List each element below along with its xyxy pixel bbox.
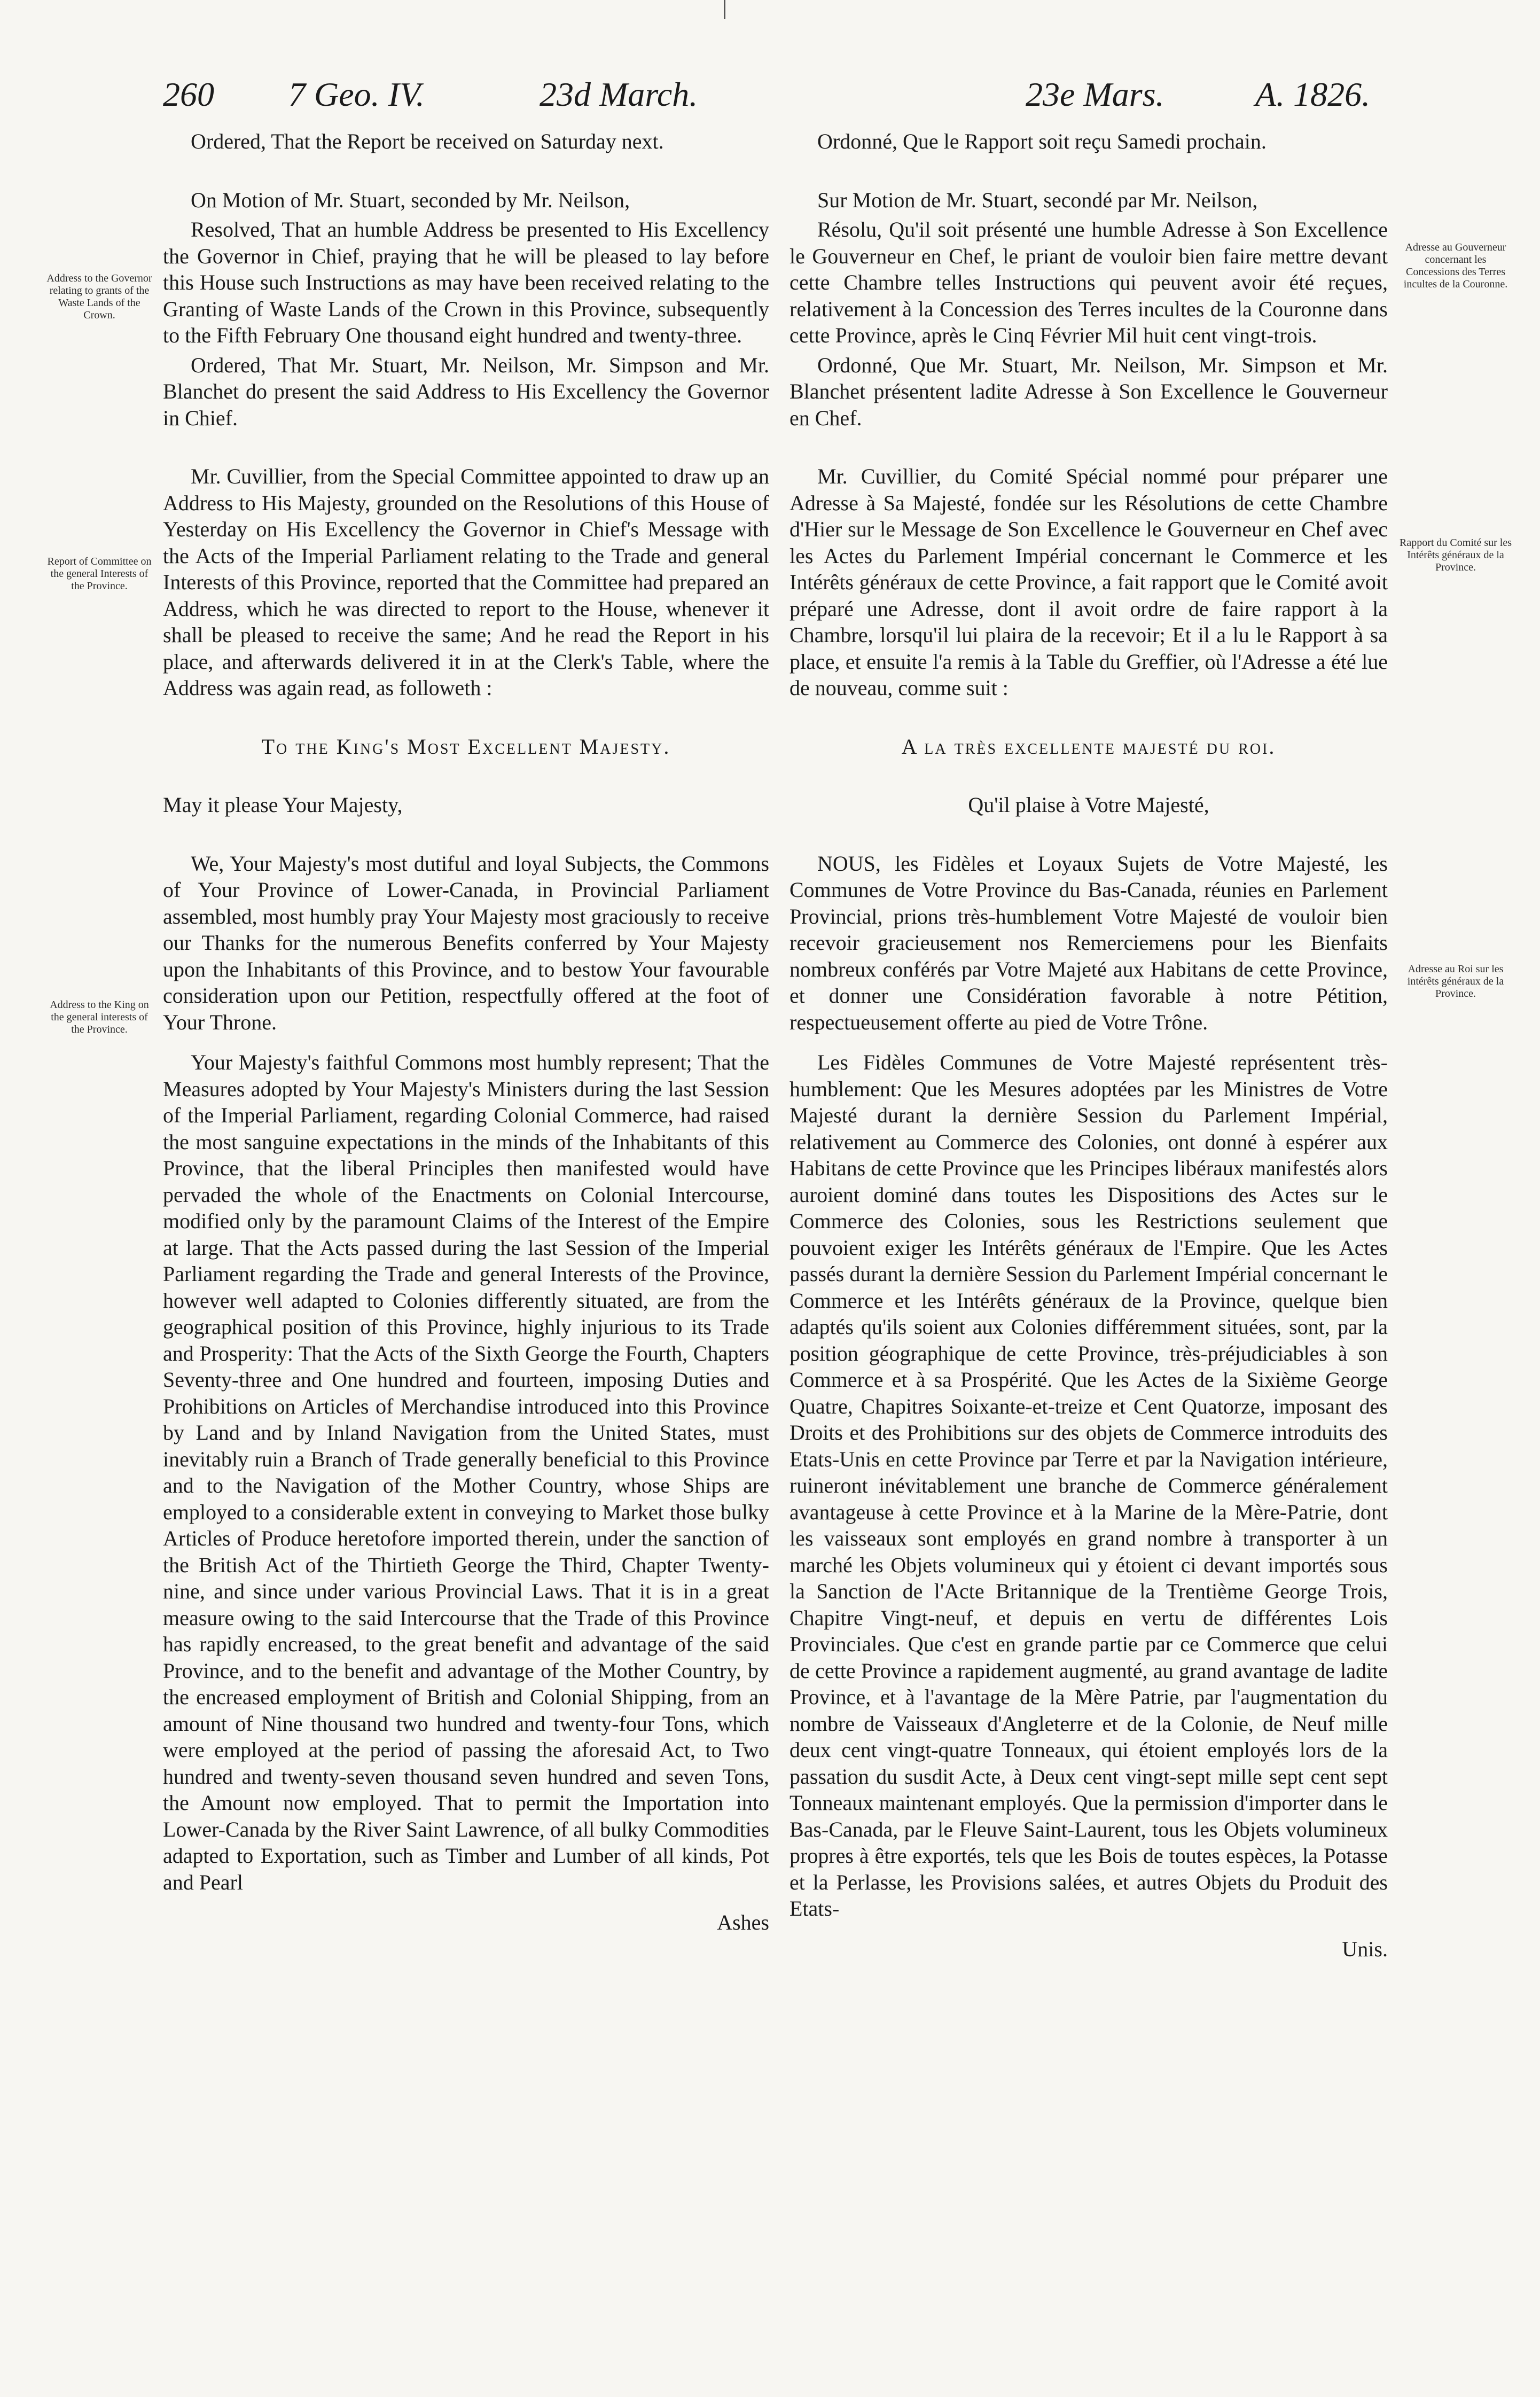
en-salutation: May it please Your Majesty, <box>163 793 403 817</box>
fr-order-report: Ordonné, Que le Rapport soit reçu Samedi prochain. <box>817 129 1267 153</box>
year: A. 1826. <box>1255 75 1371 113</box>
reign-year: 7 Geo. IV. <box>288 75 425 113</box>
margin-note-fr-terres-incultes: Adresse au Gouverneur concernant les Concessions des Terres incultes de la Couronne. <box>1403 241 1508 290</box>
fr-motion: Sur Motion de Mr. Stuart, secondé par Mr. Neilson, <box>817 188 1258 212</box>
fr-address-para-1: NOUS, les Fidèles et Loyaux Sujets de Votre Majesté, les Communes de Votre Province du Bas-Canada, réunies en Parlement Provincial, prions très-humblement Votre Majesté de vouloir bien recevoir gracieusement nos Remerciemens pour les Bienfaits nombreux conférés par Votre Majeté aux Habitans de cette Province, et donner une Considération favorable à notre Pétition, respectueusement offerte au pied de Votre Trône. <box>789 851 1388 1034</box>
margin-note-fr-adresse-roi: Adresse au Roi sur les intérêts généraux de la Province. <box>1407 963 1504 1000</box>
date-english: 23d March. <box>540 75 698 113</box>
english-column <box>163 128 769 1950</box>
en-catchword: Ashes <box>717 1910 769 1934</box>
fr-address-title: A la très excellente majesté du roi. <box>901 734 1276 759</box>
french-column <box>789 128 1388 1976</box>
fr-resolution: Résolu, Qu'il soit présenté une humble Adresse à Son Excellence le Gouverneur en Chef, le priant de vouloir bien faire mettre devant cette Chambre telles Instructions qui peuvent avoir été reçues, relativement à la Concession des Terres incultes de la Couronne dans cette Province, après le Cinq Février Mil huit cent vingt-trois. <box>789 217 1388 347</box>
fr-address-para-2: Les Fidèles Communes de Votre Majesté représentent très-humblement: Que les Mesures adoptées par les Ministres de Votre Majesté durant la dernière Session du Parlement Impérial, relativement au Commerce des Colonies, ont donné à espérer aux Habitans de cette Province que les Principes libéraux manifestés alors auroient dominé dans toutes les Dispositions des Actes sur le Commerce des Colonies, sous les Restrictions seulement que pouvoient exiger les Intérêts généraux de l'Empire. Que les Actes passés durant la dernière Session du Parlement Impérial concernant le Commerce et les Intérêts généraux de la Province, quelque bien adaptés qu'ils soient aux Colonies différemment situées, sont, par la position géographique de cette Province, très-préjudiciables à son Commerce et à sa Prospérité. Que les Actes de la Sixième George Quatre, Chapitres Soixante-et-treize et Cent Quatorze, imposant des Droits et des Prohibitions sur des objets de Commerce introduits des Etats-Unis en cette Province par Terre et par la Navigation intérieure, ruineront inévitablement une branche de Commerce généralement avantageuse à cette Province et à la Marine de la Mère-Patrie, dont les vaisseaux sont employés en grand nombre à transporter à un marché les Objets volumineux qui y étoient ci devant importés sous la Sanction de l'Acte Britannique de la Trentième George Trois, Chapitre Vingt-neuf, et depuis en vertu de différentes Lois Provinciales. Que c'est en grande partie par ce Commerce que celui de cette Province a rapidement augmenté, au grand avantage de ladite Province, et à l'avantage de la Mère Patrie, par l'augmentation du nombre de Vaisseaux d'Angleterre et de la Colonie, de Neuf mille deux cent vingt-quatre Tonneaux, qui étoient employés lors de la passation du susdit Acte, à Deux cent vingt-sept mille sept cent sept Tonneaux maintenant employés. Que la permission d'importer dans le Bas-Canada, par le Fleuve Saint-Laurent, tous les Objets volumineux propres à être exportés, tels que les Bois de toutes espèces, la Potasse et la Perlasse, les Provisions salées, et autres Objets du Produit des Etats- <box>789 1050 1388 1920</box>
en-motion: On Motion of Mr. Stuart, seconded by Mr. Neilson, <box>191 188 630 212</box>
margin-note-en-waste-lands: Address to the Governor relating to grants of the Waste Lands of the Crown. <box>46 272 152 321</box>
fr-salutation: Qu'il plaise à Votre Majesté, <box>968 793 1209 817</box>
margin-note-en-address-king: Address to the King on the general interests of the Province. <box>50 999 149 1035</box>
en-address-para-2: Your Majesty's faithful Commons most humbly represent; That the Measures adopted by Your Majesty's Ministers during the last Session of the Imperial Parliament, regarding Colonial Commerce, had raised the most sanguine expectations in the minds of the Inhabitants of this Province, that the liberal Principles then manifested would have pervaded the whole of the Enactments on Colonial Intercourse, modified only by the paramount Claims of the Interest of the Empire at large. That the Acts passed during the last Session of the Imperial Parliament regarding the Trade and general Interests of the Province, however well adapted to Colonies differently situated, are from the geographical position of this Province, highly injurious to its Trade and Prosperity: That the Acts of the Sixth George the Fourth, Chapters Seventy-three and One hundred and fourteen, imposing Duties and Prohibitions on Articles of Merchandise introduced into this Province by Land and by Inland Navigation from the United States, must inevitably ruin a Branch of Trade generally beneficial to this Province and to the Navigation of the Mother Country, whose Ships are employed to a considerable extent in conveying to Market those bulky Articles of Produce heretofore imported therein, under the sanction of the British Act of the Thirtieth George the Third, Chapter Twenty-nine, and since under various Provincial Laws. That it is in a great measure owing to the said Intercourse that the Trade of this Province has rapidly encreased, to the great benefit and advantage of the said Province, and to the benefit and advantage of the Mother Country, by the encreased employment of British and Colonial Shipping, from an amount of Nine thousand two hundred and twenty-four Tons, which were employed at the period of passing the aforesaid Act, to Two hundred and twenty-seven thousand seven hundred and seven Tons, the Amount now employed. That to permit the Importation into Lower-Canada by the River Saint Lawrence, of all bulky Commodities adapted to Exportation, such as Timber and Lumber of all kinds, Pot and Pearl <box>163 1050 769 1894</box>
en-address-para-1: We, Your Majesty's most dutiful and loyal Subjects, the Commons of Your Province of Lower-Canada, in Provincial Parliament assembled, most humbly pray Your Majesty most graciously to receive our Thanks for the numerous Benefits conferred by Your Majesty upon the Inhabitants of this Province, and to bestow Your favourable consideration upon our Petition, respectfully offered at the foot of Your Throne. <box>163 851 769 1034</box>
en-resolution: Resolved, That an humble Address be presented to His Excellency the Governor in Chief, praying that he will be pleased to lay before this House such Instructions as may have been received relating to the Granting of Waste Lands of the Crown in this Province, subsequently to the Fifth February One thousand eight hundred and twenty-three. <box>163 217 769 347</box>
en-order-report: Ordered, That the Report be received on Saturday next. <box>191 129 664 153</box>
page-number: 260 <box>163 75 214 113</box>
en-committee-report: Mr. Cuvillier, from the Special Committee appointed to draw up an Address to His Majesty, grounded on the Resolutions of this House of Yesterday on His Excellency the Governor in Chief's Message with the Acts of the Imperial Parliament relating to the Trade and general Interests of this Province, reported that the Committee had prepared an Address, which he was directed to report to the House, whenever it shall be pleased to receive the same; And he read the Report in his place, and afterwards delivered it in at the Clerk's Table, where the Address was again read, as followeth : <box>163 464 769 700</box>
en-address-title: To the King's Most Excellent Majesty. <box>261 734 671 759</box>
fr-committee-report: Mr. Cuvillier, du Comité Spécial nommé pour préparer une Adresse à Sa Majesté, fondée sur les Résolutions de cette Chambre d'Hier sur le Message de Son Excellence le Gouverneur en Chef avec les Actes du Parlement Impérial concernant le Commerce et les Intérêts généraux de cette Province, a fait rapport que le Comité avoit préparé une Adresse, dont il avoit ordre de faire rapport à la Chambre, lorsqu'il lui plaira de la recevoir; Et il a lu le Rapport à sa place, et ensuite l'a remis à la Table du Greffier, où l'Adresse a été lue de nouveau, comme suit : <box>789 464 1388 700</box>
en-order-present: Ordered, That Mr. Stuart, Mr. Neilson, Mr. Simpson and Mr. Blanchet do present the said Address to His Excellency the Governor in Chief. <box>163 353 769 430</box>
running-header <box>0 75 1540 123</box>
margin-note-fr-comite: Rapport du Comité sur les Intérêts généraux de la Province. <box>1400 537 1512 573</box>
top-rule <box>724 0 725 19</box>
margin-note-en-committee: Report of Committee on the general Interests of the Province. <box>47 556 152 592</box>
date-french: 23e Mars. <box>1026 75 1164 113</box>
fr-catchword: Unis. <box>1342 1937 1388 1961</box>
fr-order-present: Ordonné, Que Mr. Stuart, Mr. Neilson, Mr. Simpson et Mr. Blanchet présentent ladite Adresse à Son Excellence le Gouverneur en Chef. <box>789 353 1388 430</box>
